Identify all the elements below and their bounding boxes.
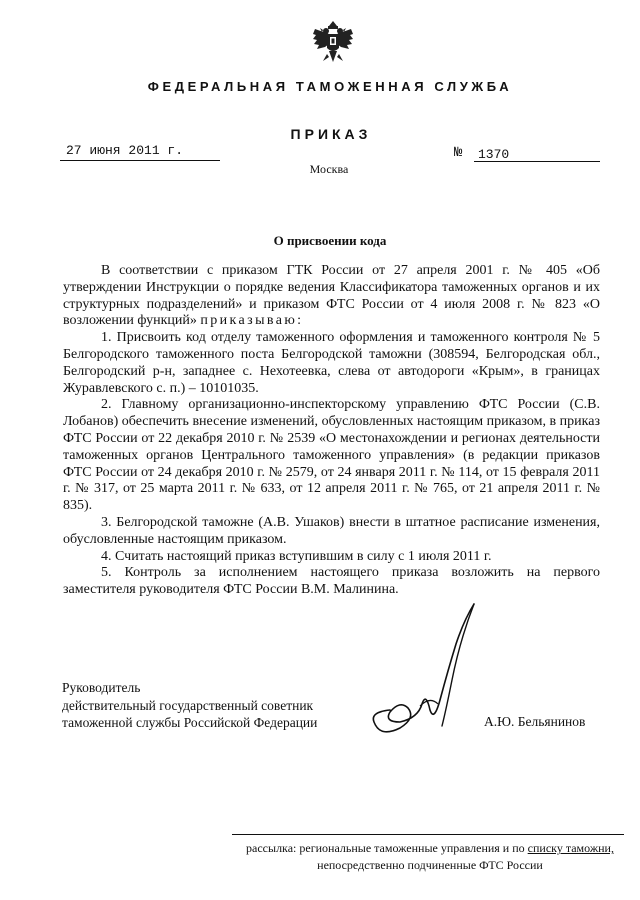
- signer-block: [62, 679, 317, 732]
- distribution-text: рассылка: региональные таможенные управления и по: [246, 841, 528, 855]
- order-body: [63, 263, 600, 599]
- document-type: ПРИКАЗ: [290, 126, 372, 142]
- order-directive: приказываю:: [200, 313, 304, 329]
- order-subject: О присвоении кода: [273, 233, 387, 248]
- order-item-3: 3. Белгородской таможне (А.В. Ушаков) внести в штатное расписание изменения, обусловленные настоящим приказом.: [63, 514, 600, 547]
- order-number: 1370: [478, 147, 510, 162]
- order-number-label: №: [454, 145, 463, 161]
- distribution-line-1: [232, 840, 628, 857]
- distribution-underlined-text: списку таможни,: [527, 841, 614, 855]
- intro-text: В соответствии с приказом ГТК России от 27 апреля 2001 г. № 405 «Об утверждении Инструкции о порядке ведения Классификатора таможенных органов и их структурных подразделений» и приказом ФТС России от 4 июля 2008 г. № 823 «О возложении функций»: [63, 263, 600, 329]
- distribution-divider: [232, 834, 624, 835]
- order-item-2: 2. Главному организационно-инспекторскому управлению ФТС России (С.В. Лобанов) обеспечить внесение изменений, обусловленных настоящим приказом, в приказ ФТС России от 22 декабря 2010 г. № 2539 «О местонахождении и регионах деятельности таможенных органов Центрального таможенного управления» (в редакции приказов ФТС России от 24 декабря 2010 г. № 2579, от 24 января 2011 г. № 114, от 15 февраля 2011 г. № 317, от 25 марта 2011 г. № 633, от 12 апреля 2011 г. № 765, от 21 апреля 2011 г. № 835).: [63, 397, 600, 514]
- distribution-list: [232, 840, 628, 874]
- date-underline: [60, 160, 220, 161]
- coat-of-arms-icon: [311, 20, 355, 66]
- order-item-4: 4. Считать настоящий приказ вступившим в силу с 1 июля 2011 г.: [101, 548, 492, 564]
- order-item-5: 5. Контроль за исполнением настоящего приказа возложить на первого заместителя руководителя ФТС России В.М. Малинина.: [63, 565, 600, 598]
- signer-title-line-1: Руководитель: [62, 680, 141, 695]
- agency-name: ФЕДЕРАЛЬНАЯ ТАМОЖЕННАЯ СЛУЖБА: [147, 79, 513, 94]
- signer-title-line-3: таможенной службы Российской Федерации: [62, 715, 318, 730]
- order-city: Москва: [309, 162, 349, 176]
- signer-name: А.Ю. Бельянинов: [484, 714, 586, 729]
- distribution-line-2: непосредственно подчиненные ФТС России: [317, 858, 543, 872]
- order-date: 27 июня 2011 г.: [66, 143, 184, 158]
- handwritten-signature: [360, 600, 480, 750]
- signer-title-line-2: действительный государственный советник: [62, 697, 314, 713]
- order-item-1: 1. Присвоить код отделу таможенного оформления и таможенного контроля № 5 Белгородского таможенного поста Белгородской таможни (308594, Белгородская обл., Белгородский р-н, западнее с. Нехотеевка, слева от автодороги «Крым», в границах Журавлевского с. п.) – 10101035.: [63, 330, 600, 396]
- intro-paragraph: [63, 263, 600, 330]
